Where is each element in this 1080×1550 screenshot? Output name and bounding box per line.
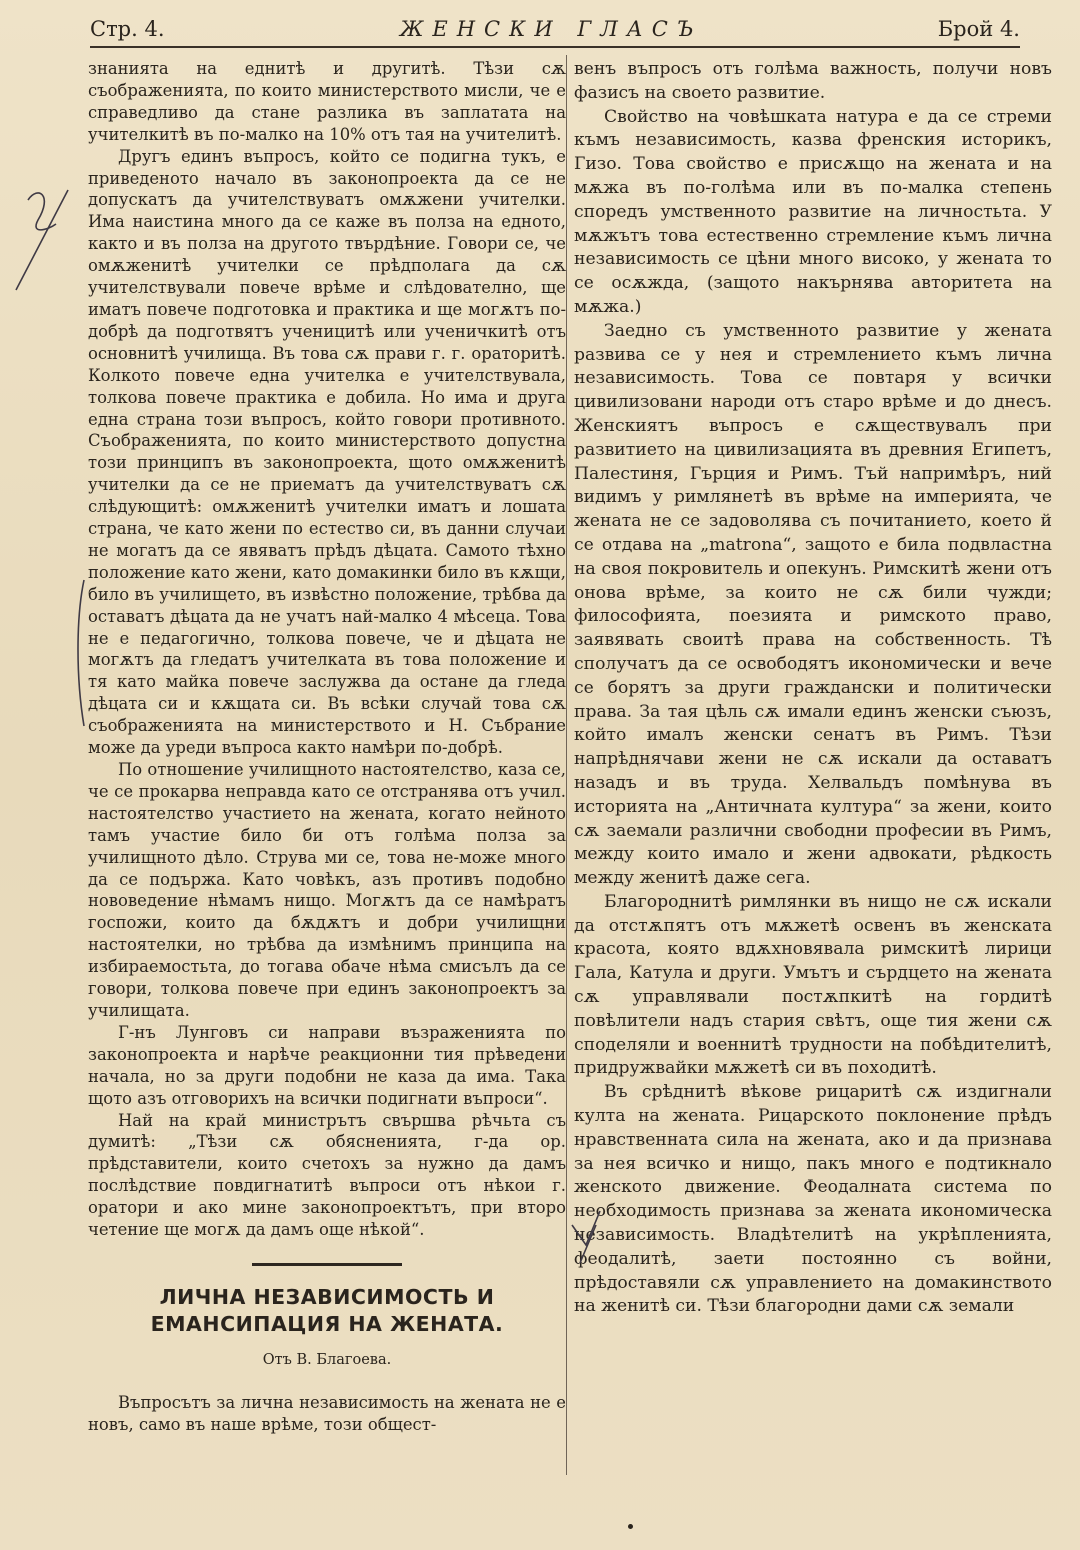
page-dot xyxy=(628,1524,633,1529)
page-number: Стр. 4. xyxy=(90,17,165,41)
paragraph: Другъ единъ въпросъ, който се подигна тукъ, е приведеното начало въ законопроекта да се не допускатъ да учителствуватъ омѫжени учителки. Има наистина много да се каже въ полза на едното, както и въ полза на другото твърдѣние. Говори се, че омѫженитѣ учителки се прѣдполага да сѫ учителствували повече врѣме и слѣдователно, ще иматъ повече подготовка и практика и ще могѫтъ по-добрѣ да подготвятъ ученицитѣ или ученичкитѣ отъ основнитѣ училища. Въ това сѫ прави г. г. ораторитѣ. Колкото повече една учителка е учителствувала, толкова повече практика е добила. Но има и друга една страна този въпросъ, който говори противното. Съображенията, по които министерството допустна този принципъ въ законопроекта, щото омѫженитѣ учителки да се не приематъ да учителствуватъ сѫ слѣдующитѣ: омѫженитѣ учителки иматъ и лошата страна, че като жени по естество си, въ данни случаи не могатъ да се явяватъ прѣдъ дѣцата. Самото тѣхно положение като жени, като домакинки било въ кѫщи, било въ училището, въ извѣстно положение, трѣбва да оставатъ дѣцата да не учатъ най-малко 4 мѣсеца. Това не е педагогично, толкова повече, че и дѣцата не могѫтъ да гледатъ учителката въ това положение и тя като майка повече заслужва да остане да гледа дѣцата си и кѫщата си. Въ всѣки случай това сѫ съображенията на министерството и Н. Събрание може да уреди въпроса както намѣри по-добрѣ. xyxy=(88,146,566,758)
paragraph: знанията на еднитѣ и другитѣ. Тѣзи сѫ съображенията, по които министерството мисли, че е справедливо да стане разлика въ заплатата на учителкитѣ въ по-малко на 10% отъ тая на учителитѣ. xyxy=(88,59,566,144)
left-column xyxy=(88,58,566,1488)
paragraph: Въ срѣднитѣ вѣкове рицаритѣ сѫ издигнали култа на жената. Рицарското поклонение прѣдъ нравственната сила на жената, ако и да признава за нея всичко и нищо, пакъ много е подтикнало женското движение. Феодалната система по необходимость признава за жената икономическа независимость. Владѣтелитѣ на укрѣпленията, феодалитѣ, заети постоянно съ войни, прѣдоставяли сѫ управлението на домакинството на женитѣ си. Тѣзи благородни дами сѫ земали xyxy=(574,1082,1052,1317)
article-opening: Въпросътъ за лична независимость на жената не е новъ, само въ наше врѣме, този общест- xyxy=(88,1392,566,1434)
paragraph: Заедно съ умственното развитие у жената развива се у нея и стремлението къмъ лична независимость. Това се повтаря у всички цивилизовани народи отъ старо врѣме и до днесъ. Женскиятъ въпросъ е сѫществувалъ при развитието на цивилизацията въ древния Египетъ, Палестиня, Гърция и Римъ. Тъй напримѣръ, ний видимъ у римлянетѣ въ врѣме на империята, че жената не се задоволява съ почитанието, което й се отдава на „matrona“, защото е била подвластна на своя покровитель и опекунъ. Римскитѣ жени отъ онова врѣме, за които не сѫ били чужди; философията, поезията и римското право, заявявать своитѣ права на собственность. Тѣ сполучатъ да се освободятъ икономически и вече се борятъ за други граждански и политически права. За тая цѣль сѫ имали единъ женски съюзъ, който ималъ женски сенатъ въ Римъ. Тѣзи напрѣднячави жени не сѫ искали да оставатъ назадъ и въ труда. Хелвальдъ помѣнува въ историята на „Античната култура“ за жени, които сѫ заемали различни свободни професии въ Римъ, между които имало и жени адвокати, рѣдкость между женитѣ даже сега. xyxy=(574,320,1052,889)
margin-check-mark xyxy=(566,1205,606,1265)
section-rule xyxy=(252,1263,402,1266)
paragraph: Г-нъ Лунговъ си направи възраженията по законопроекта и нарѣче реакционни тия прѣведени начала, но за други подобни не каза да има. Така щото азъ отговорихъ на всички подигнати въпроси“. xyxy=(88,1022,566,1108)
page-header xyxy=(90,12,1020,48)
article-byline: Отъ В. Благоева. xyxy=(262,1351,392,1368)
newspaper-title: ЖЕНСКИ ГЛАСЪ xyxy=(399,17,703,41)
paragraph: Благороднитѣ римлянки въ нищо не сѫ искали да отстѫпятъ отъ мѫжетѣ освенъ въ женската красота, която вдѫхновявала римскитѣ лирици Гала, Катула и други. Умътъ и сърдцето на жената сѫ управлявали постѫпкитѣ на гордитѣ повѣлители надъ стария свѣтъ, още тия жени сѫ споделяли и военнитѣ трудности на побѣдителитѣ, придружвайки мѫжетѣ си въ походитѣ. xyxy=(574,891,1052,1079)
margin-bracket-mark xyxy=(70,578,90,728)
paragraph: Най на край министрътъ свършва рѣчьта съ думитѣ: „Тѣзи сѫ обясненията, г-да ор. прѣдставители, които счетохъ за нужно да дамъ послѣдствие повдигнатитѣ въпроси отъ нѣкои г. оратори и ако мине законопроектътъ, при второ четение ще могѫ да дамъ още нѣкой“. xyxy=(88,1110,566,1240)
margin-pencil-mark xyxy=(8,180,78,300)
paragraph: венъ въпросъ отъ голѣма важность, получи новъ фазисъ на своето развитие. xyxy=(574,59,1052,103)
issue-number: Брой 4. xyxy=(937,17,1020,41)
right-column xyxy=(574,58,1052,1488)
paragraph: Свойство на човѣшката натура е да се стреми къмъ независимость, казва френския историкъ, Гизо. Това свойство е присѫщо на жената и на мѫжа въ по-голѣма или въ по-малка степень споредъ умственното развитие на личностьта. У мѫжътъ това естественно стремление къмъ лична независимость се цѣни много високо, у жената то се осѫжда, (защото накърнява авторитета на мѫжа.) xyxy=(574,106,1052,317)
article-title: ЛИЧНА НЕЗАВИСИМОСТЬ И ЕМАНСИПАЦИЯ НА ЖЕНАТА. xyxy=(150,1284,504,1336)
paragraph: По отношение училищното настоятелство, каза се, че се прокарва неправда като се отстранява отъ учил. настоятелство участието на жената, когато нейното тамъ участие било би отъ голѣма полза за училищното дѣло. Струва ми се, това не-може много да се подържа. Като човѣкъ, азъ противъ подобно нововедение нѣмамъ нищо. Могѫтъ да се намѣратъ госпожи, които да бѫдѫтъ и добри училищни настоятелки, но трѣбва да измѣнимъ принципа на избираемостьта, до тогава обаче нѣма смисълъ да се говори, толкова повече при единъ законопроектъ за училищата. xyxy=(88,760,566,1020)
